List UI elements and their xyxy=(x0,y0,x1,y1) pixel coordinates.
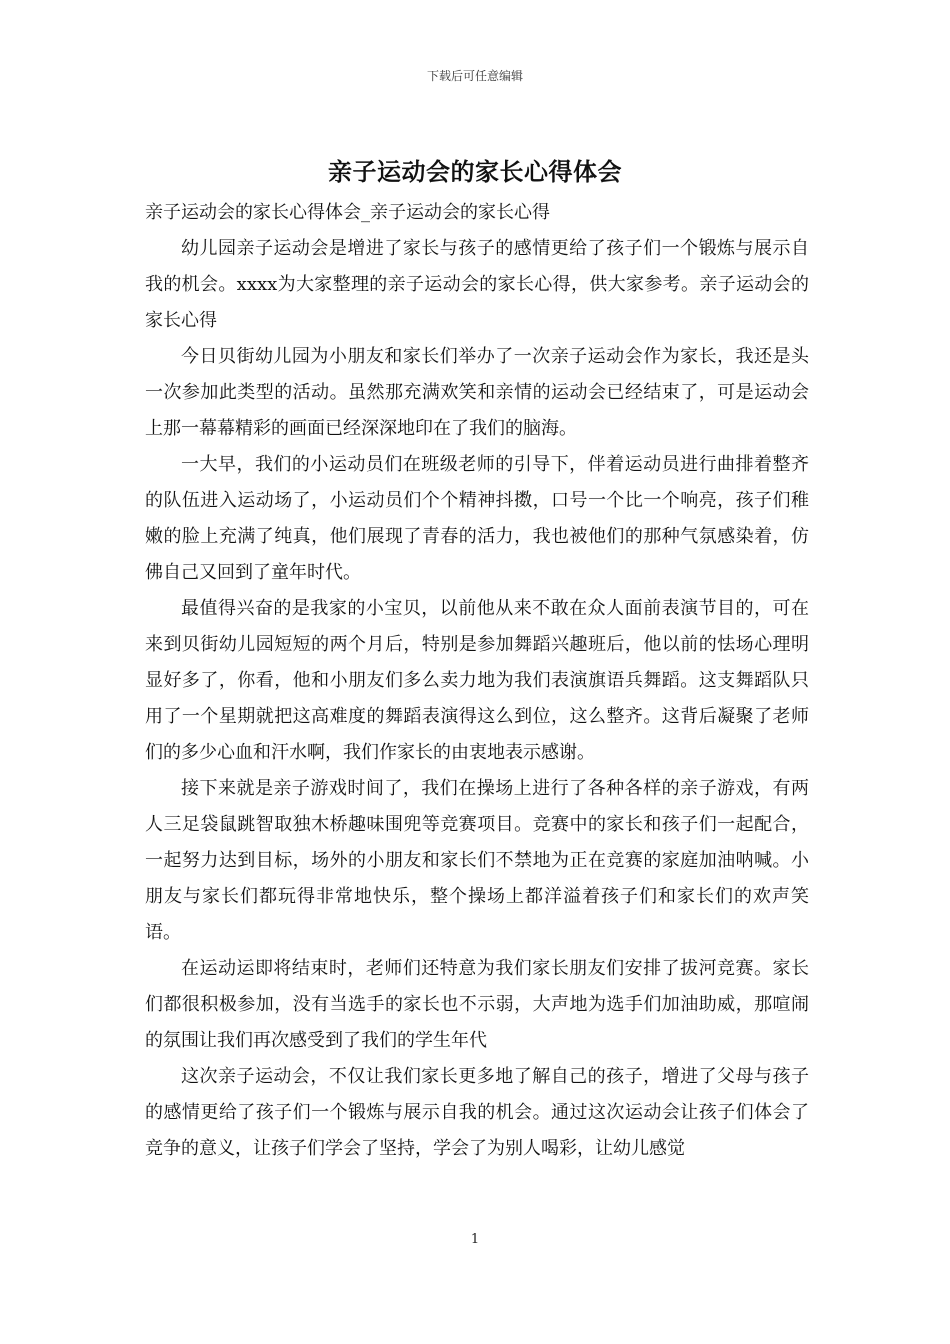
body-paragraph: 在运动运即将结束时，老师们还特意为我们家长朋友们安排了拔河竞赛。家长们都很积极参加，没有当选手的家长也不示弱，大声地为选手们加油助威，那喧闹的氛围让我们再次感受到了我们的学生年代 xyxy=(145,958,809,1051)
body-paragraph: 一大早，我们的小运动员们在班级老师的引导下，伴着运动员进行曲排着整齐的队伍进入运动场了，小运动员们个个精神抖擞，口号一个比一个响亮，孩子们稚嫩的脸上充满了纯真，他们展现了青春的活力，我也被他们的那种气氛感染着，仿佛自己又回到了童年时代。 xyxy=(145,454,809,583)
header-note: 下载后可任意编辑 xyxy=(426,69,523,83)
body-paragraph: 今日贝街幼儿园为小朋友和家长们举办了一次亲子运动会作为家长，我还是头一次参加此类型的活动。虽然那充满欢笑和亲情的运动会已经结束了，可是运动会上那一幕幕精彩的画面已经深深地印在了我们的脑海。 xyxy=(145,346,809,439)
subtitle-paragraph: 亲子运动会的家长心得体会_亲子运动会的家长心得 xyxy=(145,202,550,223)
document-body xyxy=(145,195,809,1167)
body-paragraph: 这次亲子运动会，不仅让我们家长更多地了解自己的孩子，增进了父母与孩子的感情更给了孩子们一个锻炼与展示自我的机会。通过这次运动会让孩子们体会了竞争的意义，让孩子们学会了坚持，学会了为别人喝彩，让幼儿感觉 xyxy=(145,1066,809,1159)
body-paragraph: 幼儿园亲子运动会是增进了家长与孩子的感情更给了孩子们一个锻炼与展示自我的机会。xxxx为大家整理的亲子运动会的家长心得，供大家参考。亲子运动会的家长心得 xyxy=(145,238,809,331)
body-paragraph: 最值得兴奋的是我家的小宝贝，以前他从来不敢在众人面前表演节目的，可在来到贝街幼儿园短短的两个月后，特别是参加舞蹈兴趣班后，他以前的怯场心理明显好多了，你看，他和小朋友们多么卖力地为我们表演旗语兵舞蹈。这支舞蹈队只用了一个星期就把这高难度的舞蹈表演得这么到位，这么整齐。这背后凝聚了老师们的多少心血和汗水啊，我们作家长的由衷地表示感谢。 xyxy=(145,598,809,763)
body-paragraph: 接下来就是亲子游戏时间了，我们在操场上进行了各种各样的亲子游戏，有两人三足袋鼠跳智取独木桥趣味围兜等竞赛项目。竞赛中的家长和孩子们一起配合，一起努力达到目标，场外的小朋友和家长们不禁地为正在竞赛的家庭加油呐喊。小朋友与家长们都玩得非常地快乐，整个操场上都洋溢着孩子们和家长们的欢声笑语。 xyxy=(145,778,809,943)
page-number: 1 xyxy=(470,1232,480,1247)
document-title: 亲子运动会的家长心得体会 xyxy=(328,158,622,186)
